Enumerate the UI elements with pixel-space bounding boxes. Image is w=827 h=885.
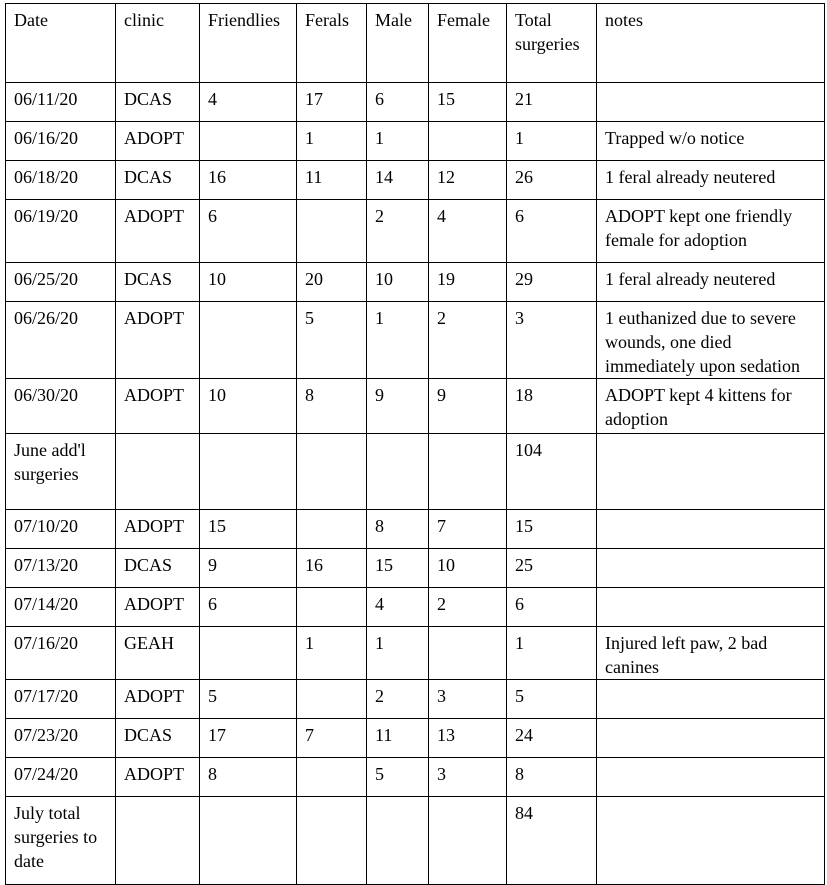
cell-total: 21 [507, 83, 597, 122]
cell-friendlies: 10 [200, 379, 297, 434]
cell-female: 19 [429, 263, 507, 302]
cell-total: 1 [507, 627, 597, 680]
cell-ferals: 20 [297, 263, 367, 302]
cell-date: 06/18/20 [6, 161, 116, 200]
cell-male: 1 [367, 302, 429, 379]
cell-date: 06/11/20 [6, 83, 116, 122]
cell-friendlies: 9 [200, 549, 297, 588]
cell-total: 84 [507, 797, 597, 885]
table-row [6, 588, 825, 627]
cell-clinic [116, 797, 200, 885]
cell-friendlies: 6 [200, 588, 297, 627]
cell-friendlies [200, 302, 297, 379]
cell-notes: 1 feral already neutered [597, 161, 825, 200]
cell-date: 07/24/20 [6, 758, 116, 797]
table-row [6, 263, 825, 302]
table-row [6, 302, 825, 379]
cell-total: 25 [507, 549, 597, 588]
cell-ferals: 16 [297, 549, 367, 588]
cell-clinic: ADOPT [116, 510, 200, 549]
cell-total: 18 [507, 379, 597, 434]
cell-female: 3 [429, 758, 507, 797]
cell-ferals: 7 [297, 719, 367, 758]
cell-ferals [297, 200, 367, 263]
cell-clinic: DCAS [116, 263, 200, 302]
cell-notes [597, 797, 825, 885]
cell-clinic: ADOPT [116, 122, 200, 161]
table-row [6, 627, 825, 680]
cell-ferals [297, 588, 367, 627]
cell-date: 06/30/20 [6, 379, 116, 434]
cell-ferals: 5 [297, 302, 367, 379]
cell-notes [597, 83, 825, 122]
cell-notes [597, 680, 825, 719]
cell-clinic: GEAH [116, 627, 200, 680]
header-notes: notes [597, 4, 825, 83]
header-date: Date [6, 4, 116, 83]
cell-female: 4 [429, 200, 507, 263]
cell-ferals: 11 [297, 161, 367, 200]
cell-date: 07/17/20 [6, 680, 116, 719]
cell-clinic: ADOPT [116, 200, 200, 263]
cell-total: 5 [507, 680, 597, 719]
cell-date: 07/16/20 [6, 627, 116, 680]
cell-female: 3 [429, 680, 507, 719]
cell-total: 1 [507, 122, 597, 161]
cell-female: 2 [429, 588, 507, 627]
cell-female [429, 122, 507, 161]
cell-date: 07/14/20 [6, 588, 116, 627]
cell-date: July total surgeries to date [6, 797, 116, 885]
cell-total: 6 [507, 200, 597, 263]
cell-notes [597, 549, 825, 588]
cell-male [367, 797, 429, 885]
cell-male: 1 [367, 122, 429, 161]
cell-notes [597, 434, 825, 510]
table-row [6, 161, 825, 200]
cell-ferals: 17 [297, 83, 367, 122]
cell-female: 7 [429, 510, 507, 549]
header-female: Female [429, 4, 507, 83]
cell-friendlies: 8 [200, 758, 297, 797]
cell-friendlies: 4 [200, 83, 297, 122]
cell-female [429, 797, 507, 885]
cell-male: 2 [367, 200, 429, 263]
cell-ferals [297, 797, 367, 885]
cell-total: 26 [507, 161, 597, 200]
cell-date: 06/19/20 [6, 200, 116, 263]
cell-friendlies: 6 [200, 200, 297, 263]
header-clinic: clinic [116, 4, 200, 83]
table-row [6, 379, 825, 434]
cell-total: 3 [507, 302, 597, 379]
cell-male: 2 [367, 680, 429, 719]
header-ferals: Ferals [297, 4, 367, 83]
cell-male: 5 [367, 758, 429, 797]
cell-date: June add'l surgeries [6, 434, 116, 510]
cell-notes: Trapped w/o notice [597, 122, 825, 161]
cell-clinic: DCAS [116, 549, 200, 588]
cell-notes: ADOPT kept one friendly female for adoption [597, 200, 825, 263]
cell-clinic: ADOPT [116, 758, 200, 797]
cell-clinic: ADOPT [116, 379, 200, 434]
cell-clinic: ADOPT [116, 680, 200, 719]
cell-friendlies [200, 797, 297, 885]
cell-female [429, 627, 507, 680]
cell-male: 1 [367, 627, 429, 680]
cell-friendlies [200, 434, 297, 510]
cell-female: 15 [429, 83, 507, 122]
cell-notes: 1 euthanized due to severe wounds, one died immediately upon sedation [597, 302, 825, 379]
table-row [6, 797, 825, 885]
cell-total: 104 [507, 434, 597, 510]
table-row [6, 719, 825, 758]
cell-notes: Injured left paw, 2 bad canines [597, 627, 825, 680]
cell-date: 07/13/20 [6, 549, 116, 588]
cell-ferals: 1 [297, 627, 367, 680]
cell-male: 4 [367, 588, 429, 627]
cell-date: 07/23/20 [6, 719, 116, 758]
cell-female: 13 [429, 719, 507, 758]
header-friendlies: Friendlies [200, 4, 297, 83]
table-row [6, 510, 825, 549]
cell-female: 9 [429, 379, 507, 434]
cell-female [429, 434, 507, 510]
cell-notes: 1 feral already neutered [597, 263, 825, 302]
cell-notes [597, 588, 825, 627]
cell-ferals [297, 434, 367, 510]
table-row [6, 122, 825, 161]
cell-friendlies [200, 122, 297, 161]
cell-friendlies: 15 [200, 510, 297, 549]
cell-friendlies: 10 [200, 263, 297, 302]
cell-male: 8 [367, 510, 429, 549]
header-total-surgeries: Total surgeries [507, 4, 597, 83]
cell-male: 10 [367, 263, 429, 302]
table-row [6, 434, 825, 510]
cell-clinic: ADOPT [116, 302, 200, 379]
cell-total: 8 [507, 758, 597, 797]
table-row [6, 200, 825, 263]
cell-total: 6 [507, 588, 597, 627]
cell-notes [597, 758, 825, 797]
cell-notes [597, 510, 825, 549]
cell-friendlies: 17 [200, 719, 297, 758]
cell-male: 6 [367, 83, 429, 122]
cell-male: 15 [367, 549, 429, 588]
cell-ferals [297, 510, 367, 549]
header-male: Male [367, 4, 429, 83]
cell-date: 06/25/20 [6, 263, 116, 302]
cell-ferals: 8 [297, 379, 367, 434]
table-row [6, 83, 825, 122]
cell-ferals: 1 [297, 122, 367, 161]
surgery-log-table [5, 3, 825, 885]
cell-female: 10 [429, 549, 507, 588]
cell-clinic [116, 434, 200, 510]
table-row [6, 758, 825, 797]
cell-date: 06/16/20 [6, 122, 116, 161]
cell-notes [597, 719, 825, 758]
cell-total: 24 [507, 719, 597, 758]
cell-friendlies [200, 627, 297, 680]
cell-clinic: DCAS [116, 161, 200, 200]
cell-female: 12 [429, 161, 507, 200]
cell-notes: ADOPT kept 4 kittens for adoption [597, 379, 825, 434]
cell-clinic: ADOPT [116, 588, 200, 627]
cell-male: 14 [367, 161, 429, 200]
table-row [6, 549, 825, 588]
cell-friendlies: 5 [200, 680, 297, 719]
cell-date: 07/10/20 [6, 510, 116, 549]
cell-clinic: DCAS [116, 719, 200, 758]
cell-total: 15 [507, 510, 597, 549]
cell-clinic: DCAS [116, 83, 200, 122]
cell-friendlies: 16 [200, 161, 297, 200]
header-row [6, 4, 825, 83]
cell-female: 2 [429, 302, 507, 379]
table-row [6, 680, 825, 719]
cell-total: 29 [507, 263, 597, 302]
cell-male: 9 [367, 379, 429, 434]
cell-male [367, 434, 429, 510]
cell-male: 11 [367, 719, 429, 758]
cell-ferals [297, 758, 367, 797]
cell-ferals [297, 680, 367, 719]
cell-date: 06/26/20 [6, 302, 116, 379]
